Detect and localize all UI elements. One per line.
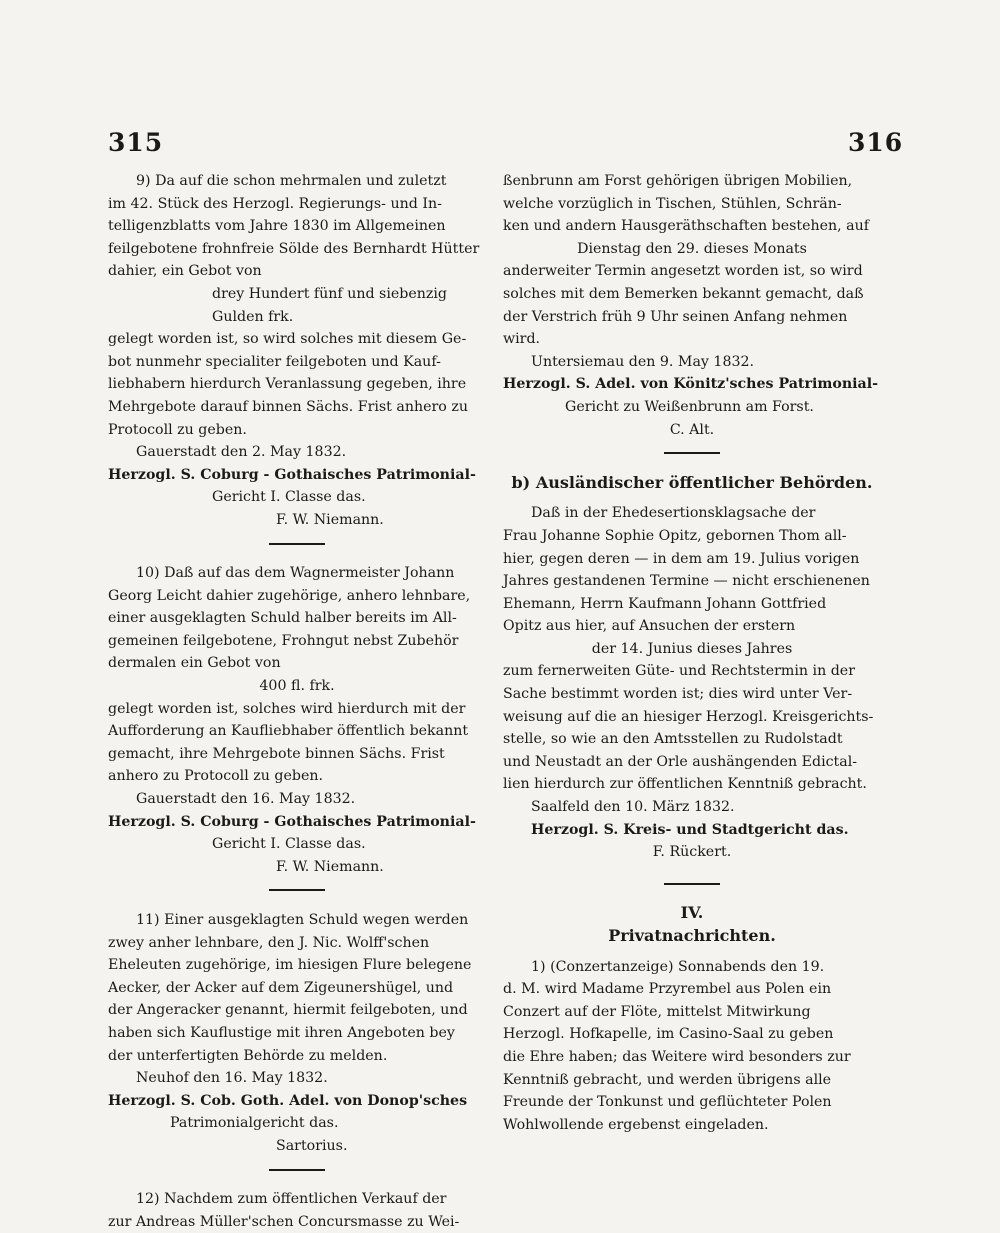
court-name: Herzogl. S. Coburg - Gothaisches Patrimonial- <box>108 466 476 483</box>
auction-date: Dienstag den 29. dieses Monats <box>577 240 807 257</box>
text-line: ßenbrunn am Forst gehörigen übrigen Mobilien, <box>503 173 853 189</box>
text-line: Opitz aus hier, auf Ansuchen der erstern <box>503 618 796 635</box>
text-line: Freunde der Tonkunst und geflüchteter Polen <box>503 1094 832 1111</box>
notice-12-continued <box>503 170 881 441</box>
left-column <box>108 170 486 1233</box>
court-name-cont: Gericht I. Classe das. <box>212 836 366 853</box>
text-line: Wohlwollende ergebenst eingeladen. <box>503 1116 769 1133</box>
signature: F. W. Niemann. <box>276 858 384 875</box>
text-line: Protocoll zu geben. <box>108 421 247 438</box>
text-line: zum fernerweiten Güte- und Rechtstermin in der <box>503 663 855 680</box>
section-b <box>503 472 881 864</box>
text-line: 12) Nachdem zum öffentlichen Verkauf der <box>136 1191 447 1208</box>
notice-11 <box>108 909 486 1158</box>
page-number-right: 316 <box>848 128 904 157</box>
section-iv <box>503 902 881 1136</box>
bid-amount: drey Hundert fünf und siebenzig Gulden frk. <box>212 285 447 325</box>
text-line: feilgebotene frohnfreie Sölde des Bernhardt Hütter <box>108 240 480 257</box>
text-line: gelegt worden ist, so wird solches mit diesem Ge- <box>108 331 467 348</box>
text-line: einer ausgeklagten Schuld halber bereits im All- <box>108 610 457 627</box>
text-line: der unterfertigten Behörde zu melden. <box>108 1047 388 1064</box>
court-name-cont: Gericht I. Classe das. <box>212 489 366 506</box>
text-line: 10) Daß auf das dem Wagnermeister Johann <box>136 565 455 582</box>
notice-date: Saalfeld den 10. März 1832. <box>531 799 735 816</box>
notice-date: Gauerstadt den 2. May 1832. <box>136 444 347 461</box>
text-line: wird. <box>503 331 541 348</box>
notice-9 <box>108 170 486 532</box>
divider <box>503 441 881 464</box>
text-line: 11) Einer ausgeklagten Schuld wegen werden <box>136 912 469 928</box>
divider <box>108 1158 486 1181</box>
court-name: Herzogl. S. Adel. von Könitz'sches Patrimonial- <box>503 376 878 393</box>
text-line: anhero zu Protocoll zu geben. <box>108 768 323 785</box>
divider <box>503 872 881 895</box>
text-line: liebhabern hierdurch Veranlassung gegeben, ihre <box>108 376 467 393</box>
text-line: gemeinen feilgebotene, Frohngut nebst Zubehör <box>108 632 459 649</box>
hearing-date: der 14. Junius dieses Jahres <box>591 640 793 657</box>
text-line: welche vorzüglich in Tischen, Stühlen, Schrän- <box>503 195 842 212</box>
text-line: gelegt worden ist, solches wird hierdurch mit der <box>108 700 466 717</box>
divider <box>108 878 486 901</box>
text-line: der Angeracker genannt, hiermit feilgeboten, und <box>108 1002 468 1019</box>
text-line: der Verstrich früh 9 Uhr seinen Anfang nehmen <box>503 308 848 325</box>
text-line: Herzogl. Hofkapelle, im Casino-Saal zu geben <box>503 1026 834 1043</box>
text-line: Ehemann, Herrn Kaufmann Johann Gottfried <box>503 595 827 612</box>
notice-12 <box>108 1188 486 1233</box>
text-line: 9) Da auf die schon mehrmalen und zuletzt <box>136 173 447 189</box>
text-line: bot nunmehr specialiter feilgeboten und Kauf- <box>108 353 441 370</box>
court-name: Herzogl. S. Kreis- und Stadtgericht das. <box>531 821 849 838</box>
notice-date: Untersiemau den 9. May 1832. <box>531 353 755 370</box>
page-number-left: 315 <box>108 128 164 157</box>
text-line: anderweiter Termin angesetzt worden ist, so wird <box>503 263 863 280</box>
court-name: Herzogl. S. Cob. Goth. Adel. von Donop'sches <box>108 1092 468 1109</box>
text-line: 1) (Conzertanzeige) Sonnabends den 19. <box>531 958 825 975</box>
text-line: Georg Leicht dahier zugehörige, anhero lehnbare, <box>108 587 471 604</box>
text-line: dahier, ein Gebot von <box>108 263 262 280</box>
text-line: haben sich Kauflustige mit ihren Angeboten bey <box>108 1024 455 1041</box>
signature: Sartorius. <box>276 1137 348 1154</box>
bid-amount: 400 fl. frk. <box>259 678 335 695</box>
notice-10 <box>108 562 486 878</box>
signature: C. Alt. <box>669 421 715 438</box>
text-line: Conzert auf der Flöte, mittelst Mitwirkung <box>503 1003 811 1020</box>
text-line: telligenzblatts vom Jahre 1830 im Allgemeinen <box>108 218 446 235</box>
text-line: ken und andern Hausgeräthschaften bestehen, auf <box>503 218 870 235</box>
section-numeral: IV. <box>680 903 704 923</box>
section-heading: b) Ausländischer öffentlicher Behörden. <box>511 472 873 492</box>
signature: F. W. Niemann. <box>276 511 384 528</box>
text-line: d. M. wird Madame Przyrembel aus Polen ein <box>503 981 832 998</box>
text-line: Daß in der Ehedesertionsklagsache der <box>531 505 816 522</box>
court-name: Herzogl. S. Coburg - Gothaisches Patrimonial- <box>108 813 476 830</box>
text-line: Frau Johanne Sophie Opitz, gebornen Thom all- <box>503 527 847 544</box>
text-line: solches mit dem Bemerken bekannt gemacht, daß <box>503 285 864 302</box>
divider <box>108 532 486 555</box>
text-line: hier, gegen deren — in dem am 19. Julius vorigen <box>503 550 860 567</box>
text-line: Aecker, der Acker auf dem Zigeunershügel, und <box>108 979 454 996</box>
signature: F. Rückert. <box>652 844 732 861</box>
text-line: Aufforderung an Kaufliebhaber öffentlich bekannt <box>108 723 469 740</box>
section-heading: Privatnachrichten. <box>608 926 776 945</box>
text-line: im 42. Stück des Herzogl. Regierungs- und In- <box>108 195 442 212</box>
text-line: die Ehre haben; das Weitere wird besonders zur <box>503 1048 851 1065</box>
text-line: Eheleuten zugehörige, im hiesigen Flure belegene <box>108 957 472 974</box>
court-name-cont: Gericht zu Weißenbrunn am Forst. <box>565 398 814 415</box>
text-line: dermalen ein Gebot von <box>108 655 281 672</box>
court-name-cont: Patrimonialgericht das. <box>170 1115 339 1132</box>
notice-date: Neuhof den 16. May 1832. <box>136 1070 328 1087</box>
text-line: lien hierdurch zur öffentlichen Kenntniß gebracht. <box>503 776 867 793</box>
text-line: zwey anher lehnbare, den J. Nic. Wolff'schen <box>108 934 430 951</box>
text-line: Kenntniß gebracht, und werden übrigens alle <box>503 1071 832 1088</box>
text-line: Jahres gestandenen Termine — nicht erschienenen <box>503 573 870 590</box>
text-line: und Neustadt an der Orle aushängenden Edictal- <box>503 753 858 770</box>
text-line: Sache bestimmt worden ist; dies wird unter Ver- <box>503 686 853 703</box>
text-line: stelle, so wie an den Amtsstellen zu Rudolstadt <box>503 731 843 748</box>
text-line: Mehrgebote darauf binnen Sächs. Frist anhero zu <box>108 398 468 415</box>
text-line: weisung auf die an hiesiger Herzogl. Kreisgerichts- <box>503 708 874 725</box>
right-column <box>503 170 881 1136</box>
notice-date: Gauerstadt den 16. May 1832. <box>136 791 356 808</box>
text-line: zur Andreas Müller'schen Concursmasse zu Wei- <box>108 1213 460 1230</box>
text-line: gemacht, ihre Mehrgebote binnen Sächs. Frist <box>108 745 445 762</box>
